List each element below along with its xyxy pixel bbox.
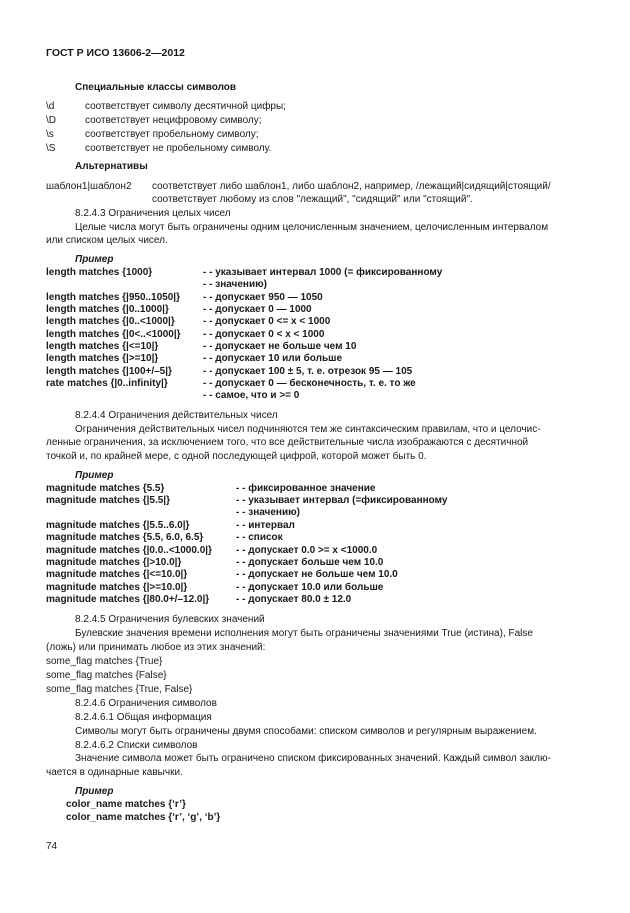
code-line: color_name matches {‘r’, ‘g’, ‘b’} — [66, 812, 221, 823]
section-title-alternatives: Альтернативы — [75, 161, 148, 172]
code-comment: - - допускает не больше чем 10 — [203, 341, 357, 352]
code-line: length matches {|>=10|} — [46, 353, 159, 364]
subsection-heading: 8.2.4.6.1 Общая информация — [75, 712, 212, 723]
class-desc: соответствует символу десятичной цифры; — [85, 101, 286, 112]
code-line: magnitude matches {|5.5|} — [46, 495, 170, 506]
code-line: color_name matches {‘r’} — [66, 799, 186, 810]
subsection-heading: 8.2.4.6.2 Списки символов — [75, 740, 198, 751]
code-comment: - - допускает больше чем 10.0 — [236, 557, 384, 568]
code-comment: - - указывает интервал (=фиксированному — [236, 495, 448, 506]
example-label: Пример — [75, 470, 114, 481]
paragraph-line: Булевские значения времени исполнения могут быть ограничены значениями True (истина), False — [75, 628, 533, 639]
subsection-heading: 8.2.4.6 Ограничения символов — [75, 698, 217, 709]
example-label: Пример — [75, 254, 114, 265]
code-line: length matches {|0..1000|} — [46, 304, 169, 315]
code-comment: - - интервал — [236, 520, 295, 531]
code-line: some_flag matches {True, False} — [46, 684, 193, 695]
code-line: length matches {1000} — [46, 267, 153, 278]
section-title-classes: Специальные классы символов — [75, 82, 237, 93]
code-line: length matches {|<=10|} — [46, 341, 159, 352]
code-comment: - - указывает интервал 1000 (= фиксированному — [203, 267, 443, 278]
paragraph-line: (ложь) или принимать любое из этих значений: — [46, 642, 266, 653]
alternative-term: шаблон1|шаблон2 — [46, 181, 132, 192]
paragraph-line: чается в одинарные кавычки. — [46, 767, 183, 778]
alternative-desc-line: соответствует либо шаблон1, либо шаблон2, например, /лежащий|сидящий|стоящий/ — [152, 181, 551, 192]
paragraph-line: Значение символа может быть ограничено списком фиксированных значений. Каждый символ заклю- — [75, 753, 551, 764]
paragraph-line: или списком целых чисел. — [46, 235, 168, 246]
class-code: \d — [46, 101, 55, 112]
class-desc: соответствует пробельному символу; — [85, 129, 259, 140]
code-line: magnitude matches {5.5} — [46, 483, 165, 494]
code-comment: - - значению) — [236, 507, 300, 518]
code-line: length matches {|100+/–5|} — [46, 366, 172, 377]
code-line: magnitude matches {|<=10.0|} — [46, 569, 188, 580]
code-comment: - - допускает 0 — бесконечность, т. е. то же — [203, 378, 416, 389]
class-code: \s — [46, 129, 54, 140]
code-line: length matches {|0..<1000|} — [46, 316, 175, 327]
code-line: magnitude matches {|>10.0|} — [46, 557, 182, 568]
paragraph-line: Ограничения действительных чисел подчиняются тем же синтаксическим правилам, что и целочис- — [75, 424, 541, 435]
code-comment: - - самое, что и >= 0 — [203, 390, 300, 401]
code-line: magnitude matches {|80.0+/–12.0|} — [46, 594, 210, 605]
code-line: length matches {|0<..<1000|} — [46, 329, 181, 340]
code-comment: - - допускает 0 <= x < 1000 — [203, 316, 331, 327]
code-line: magnitude matches {|>=10.0|} — [46, 582, 188, 593]
subsection-heading: 8.2.4.4 Ограничения действительных чисел — [75, 410, 278, 421]
code-line: some_flag matches {False} — [46, 670, 167, 681]
subsection-heading: 8.2.4.5 Ограничения булевских значений — [75, 614, 265, 625]
code-line: magnitude matches {5.5, 6.0, 6.5} — [46, 532, 204, 543]
code-line: some_flag matches {True} — [46, 656, 163, 667]
code-comment: - - допускает 10.0 или больше — [236, 582, 384, 593]
paragraph-line: точкой и, по крайней мере, с одной последующей цифрой, которой может быть 0. — [46, 451, 427, 462]
class-desc: соответствует не пробельному символу. — [85, 143, 272, 154]
code-line: length matches {|950..1050|} — [46, 292, 180, 303]
code-comment: - - фиксированное значение — [236, 483, 376, 494]
code-comment: - - допускает 100 ± 5, т. е. отрезок 95 — 105 — [203, 366, 413, 377]
code-comment: - - допускает 950 — 1050 — [203, 292, 323, 303]
code-comment: - - значению) — [203, 279, 267, 290]
code-comment: - - допускает 0 — 1000 — [203, 304, 312, 315]
class-code: \D — [46, 115, 56, 126]
page-number: 74 — [46, 841, 58, 852]
document-header: ГОСТ Р ИСО 13606-2—2012 — [46, 47, 185, 59]
subsection-heading: 8.2.4.3 Ограничения целых чисел — [75, 208, 231, 219]
code-line: rate matches {|0..infinity|} — [46, 378, 168, 389]
paragraph-line: Целые числа могут быть ограничены одним целочисленным значением, целочисленным интервалом — [75, 222, 549, 233]
code-comment: - - допускает 0 < x < 1000 — [203, 329, 325, 340]
code-comment: - - допускает не больше чем 10.0 — [236, 569, 398, 580]
code-comment: - - список — [236, 532, 283, 543]
example-label: Пример — [75, 786, 114, 797]
code-comment: - - допускает 80.0 ± 12.0 — [236, 594, 352, 605]
class-code: \S — [46, 143, 56, 154]
paragraph-line: Символы могут быть ограничены двумя способами: списком символов и регулярным выражением. — [75, 726, 537, 737]
code-line: magnitude matches {|0.0..<1000.0|} — [46, 545, 212, 556]
code-line: magnitude matches {|5.5..6.0|} — [46, 520, 190, 531]
code-comment: - - допускает 0.0 >= x <1000.0 — [236, 545, 378, 556]
class-desc: соответствует нецифровому символу; — [85, 115, 262, 126]
code-comment: - - допускает 10 или больше — [203, 353, 343, 364]
paragraph-line: ленные ограничения, за исключением того, что все действительные числа изображаются с десятичной — [46, 437, 529, 448]
alternative-desc-line: соответствует любому из слов "лежащий", "сидящий" или "стоящий". — [152, 194, 473, 205]
